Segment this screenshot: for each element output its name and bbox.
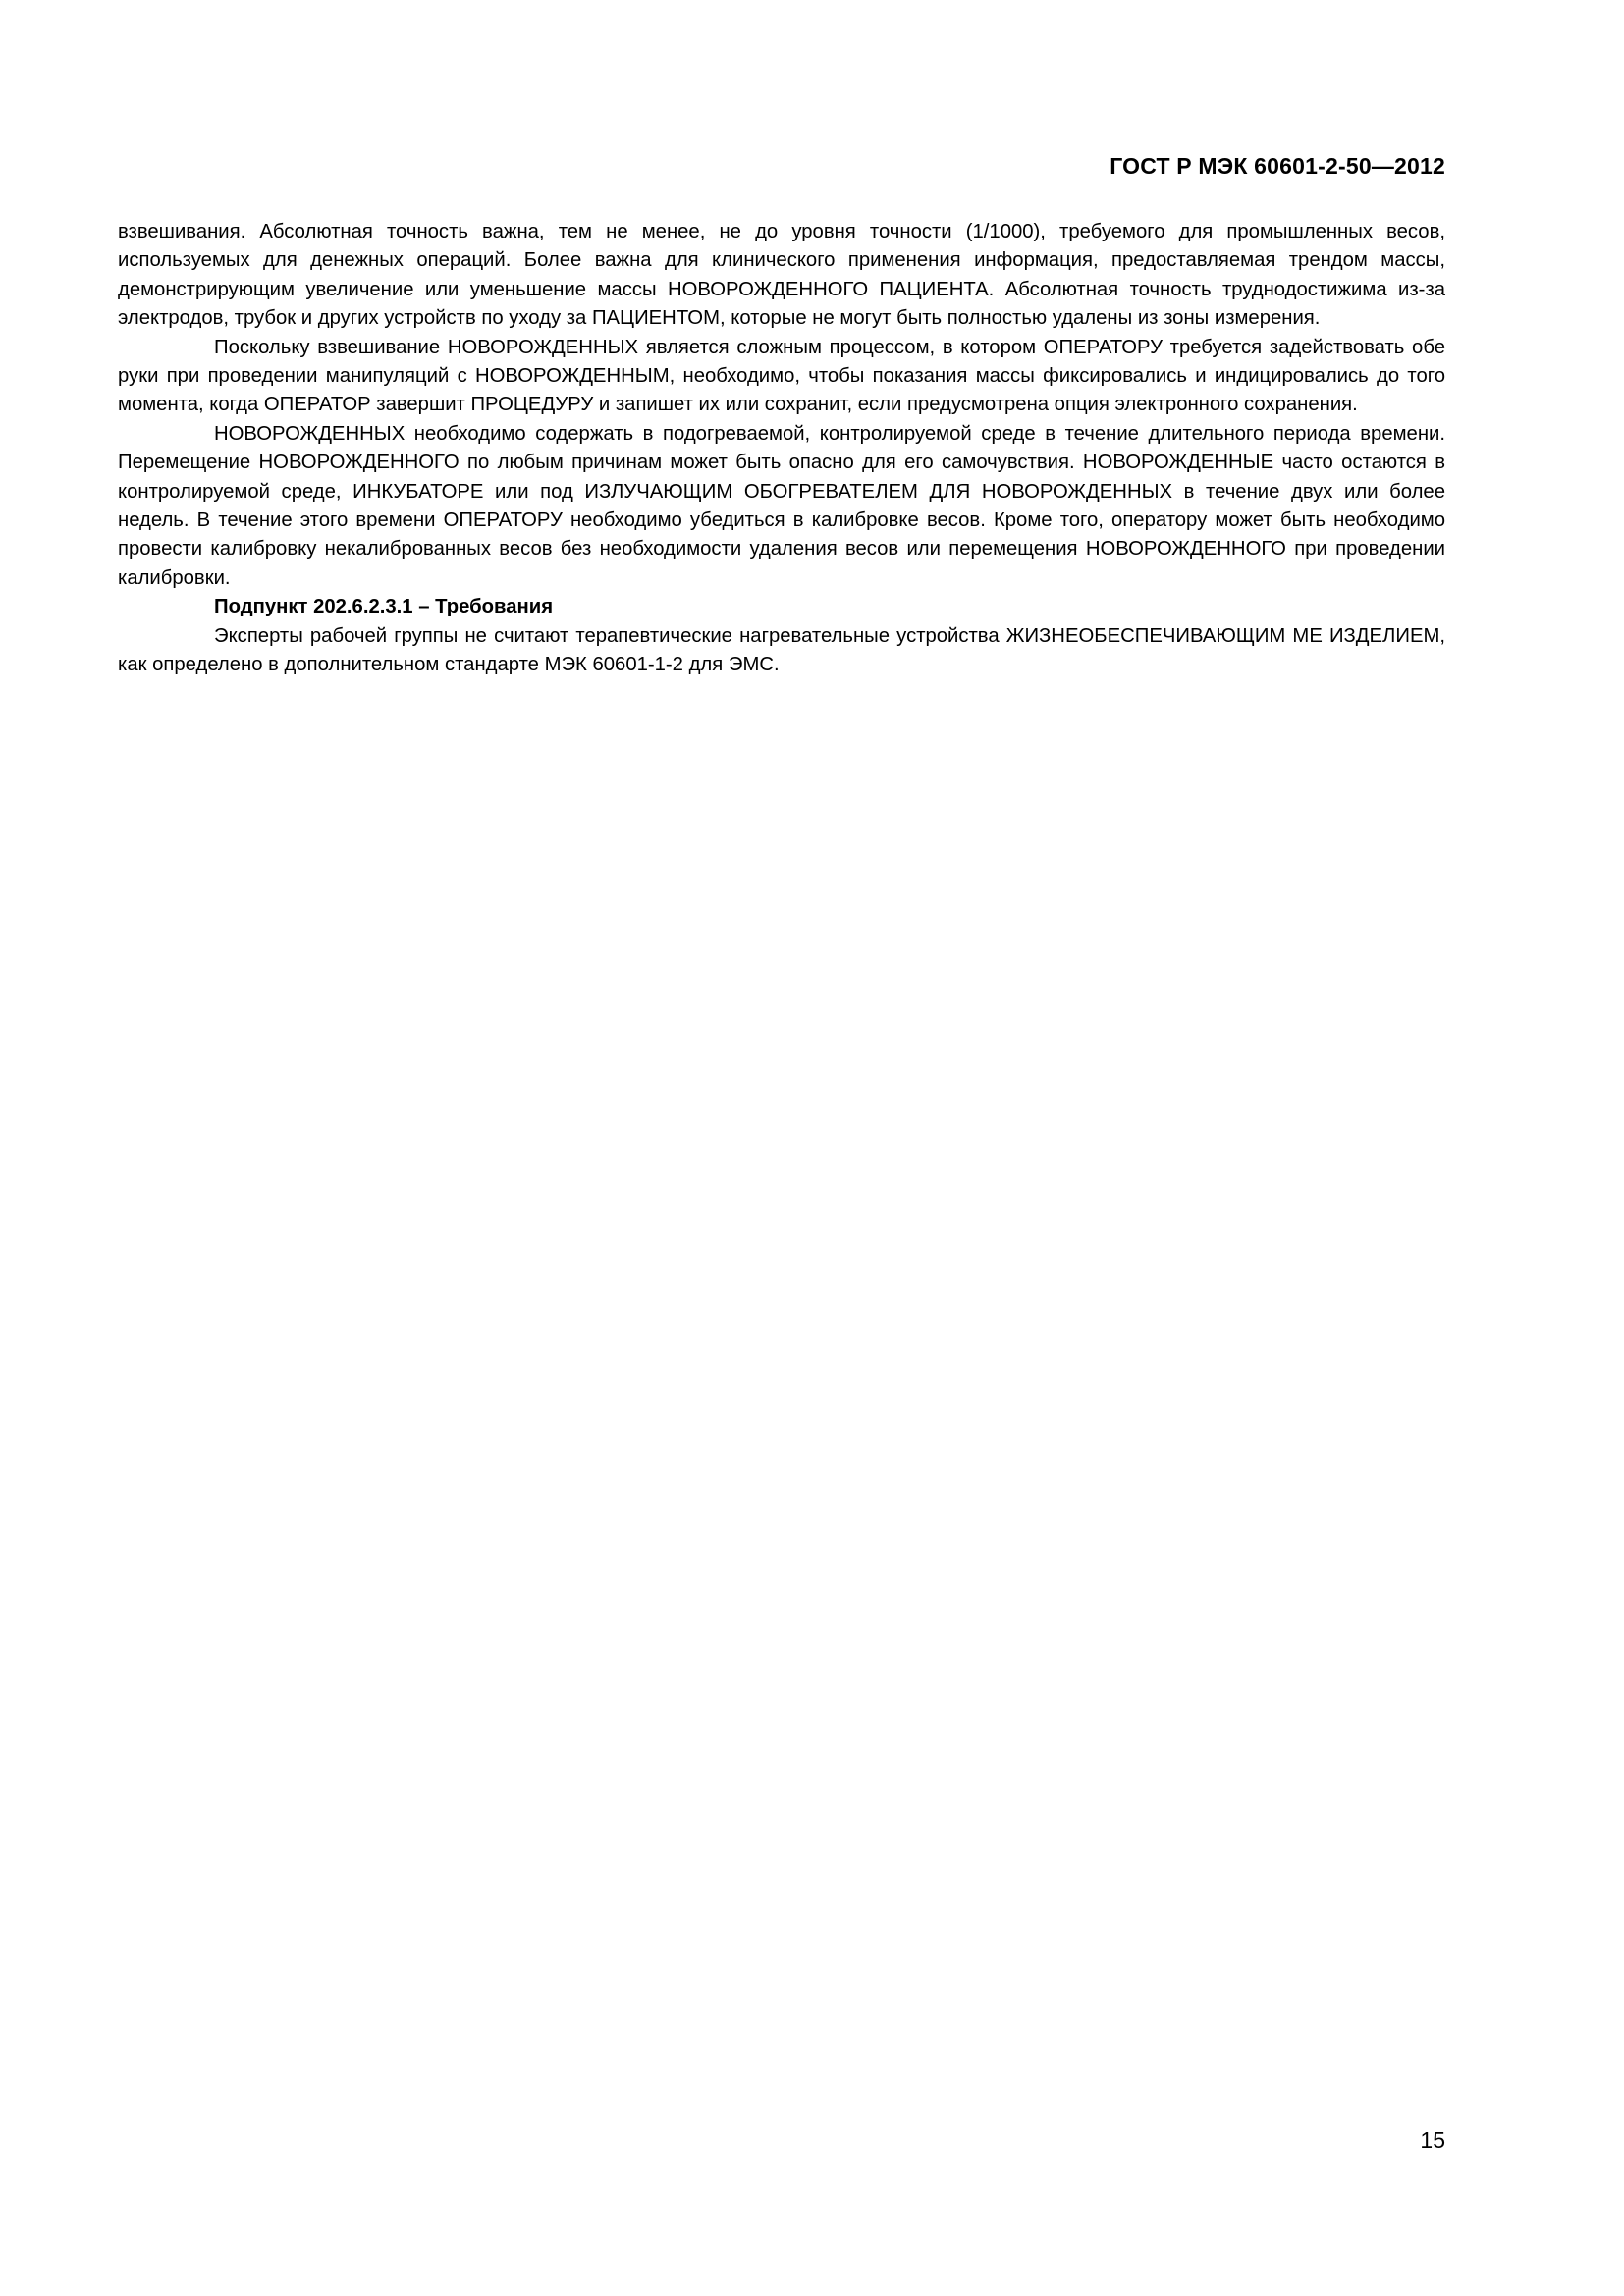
paragraph-experts-opinion: Эксперты рабочей группы не считают терапевтические нагревательные устройства ЖИЗНЕОБЕСПЕЧИВАЮЩИМ МЕ ИЗДЕЛИЕМ, как определено в дополнительном стандарте МЭК 60601-1-2 для ЭМС. bbox=[118, 624, 1445, 676]
paragraph-weighing-process: Поскольку взвешивание НОВОРОЖДЕННЫХ является сложным процессом, в котором ОПЕРАТОРУ требуется задействовать обе руки при проведении манипуляций с НОВОРОЖДЕННЫМ, необходимо, чтобы показания массы фиксировались и индицировались до того момента, когда ОПЕРАТОР завершит ПРОЦЕДУРУ и запишет их или сохранит, если предусмотрена опция электронного сохранения. bbox=[118, 336, 1445, 416]
page-number: 15 bbox=[1420, 2127, 1445, 2153]
paragraph-controlled-environment: НОВОРОЖДЕННЫХ необходимо содержать в подогреваемой, контролируемой среде в течение длительного периода времени. Перемещение НОВОРОЖДЕННОГО по любым причинам может быть опасно для его самочувствия. НОВОРОЖДЕННЫЕ часто остаются в контролируемой среде, ИНКУБАТОРЕ или под ИЗЛУЧАЮЩИМ ОБОГРЕВАТЕЛЕМ ДЛЯ НОВОРОЖДЕННЫХ в течение двух или более недель. В течение этого времени ОПЕРАТОРУ необходимо убедиться в калибровке весов. Кроме того, оператору может быть необходимо провести калибровку некалиброванных весов без необходимости удаления весов или перемещения НОВОРОЖДЕННОГО при проведении калибровки. bbox=[118, 422, 1445, 589]
standard-header: ГОСТ Р МЭК 60601-2-50—2012 bbox=[1110, 153, 1445, 179]
document-body bbox=[118, 218, 1445, 680]
paragraph-weighing-accuracy: взвешивания. Абсолютная точность важна, тем не менее, не до уровня точности (1/1000), требуемого для промышленных весов, используемых для денежных операций. Более важна для клинического применения информация, предоставляемая трендом массы, демонстрирующим увеличение или уменьшение массы НОВОРОЖДЕННОГО ПАЦИЕНТА. Абсолютная точность труднодостижима из-за электродов, трубок и других устройств по уходу за ПАЦИЕНТОМ, которые не могут быть полностью удалены из зоны измерения. bbox=[118, 221, 1445, 330]
section-subheading: Подпункт 202.6.2.3.1 – Требования bbox=[214, 596, 554, 618]
